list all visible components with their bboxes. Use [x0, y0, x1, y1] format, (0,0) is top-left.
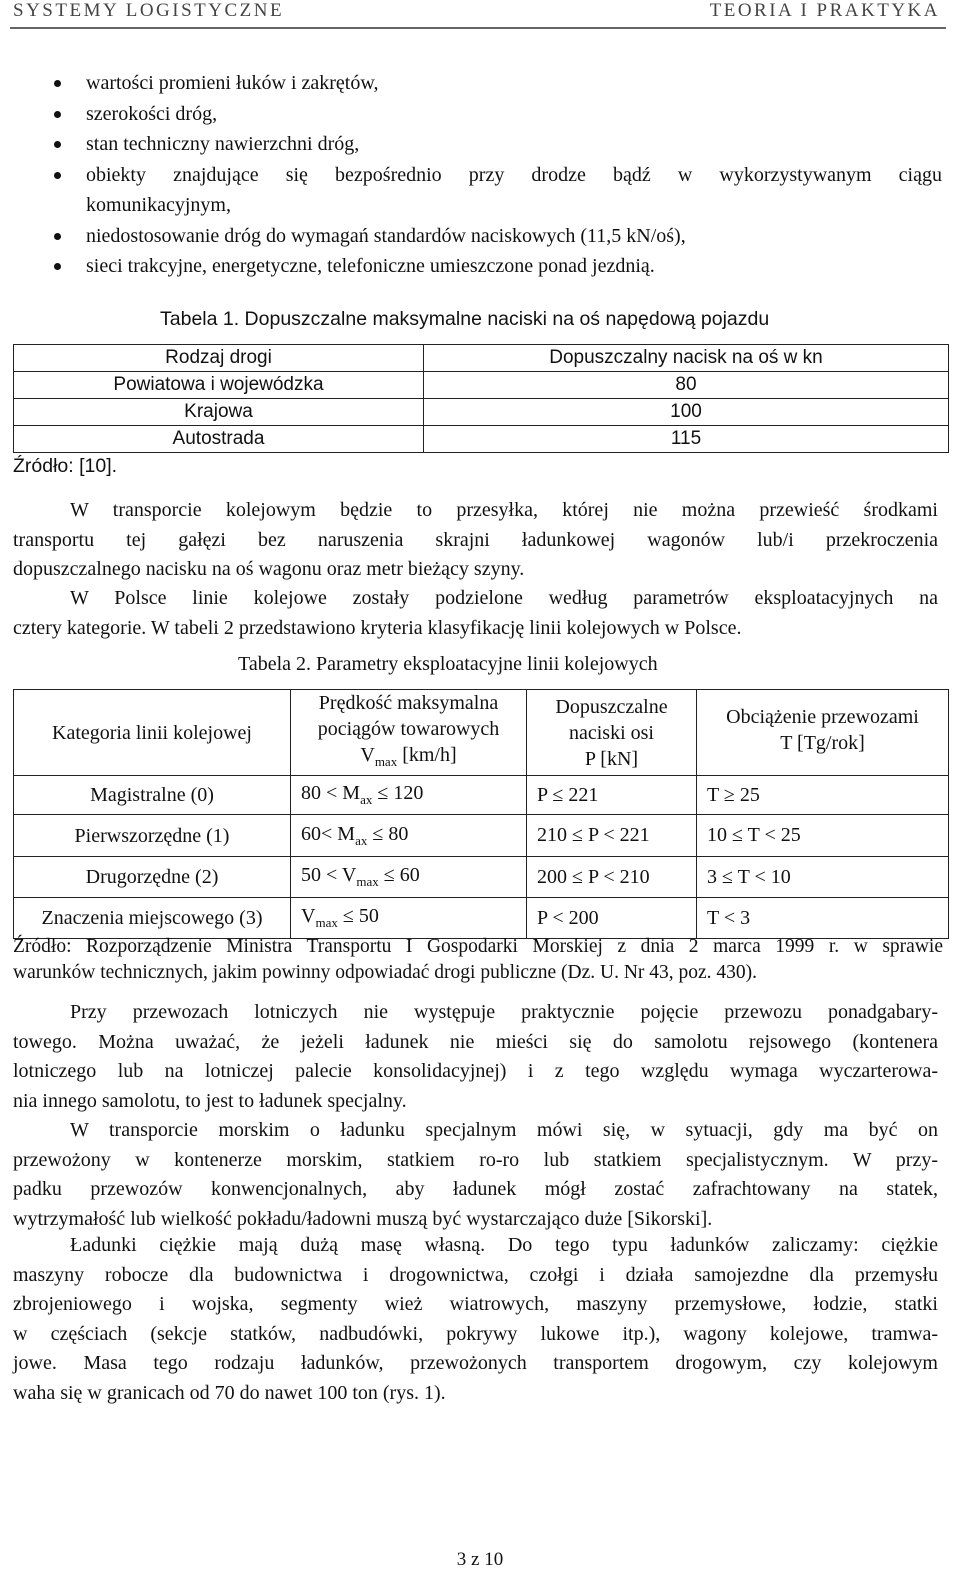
table-row — [14, 776, 949, 815]
page-number: 3 z 10 — [456, 1549, 504, 1570]
table2-caption: Tabela 2. Parametry eksploatacyjne linii kolejowych — [238, 653, 658, 675]
bullet-icon — [54, 263, 61, 270]
bullet-icon — [54, 233, 61, 240]
table2 — [13, 689, 949, 939]
bullet-icon — [54, 141, 61, 148]
table-cell: 210 ≤ P < 221 — [527, 815, 697, 857]
list-item: niedostosowanie dróg do wymagań standardów naciskowych (11,5 kN/oś), — [46, 221, 942, 252]
table-cell: 100 — [424, 399, 949, 426]
table-cell: Pierwszorzędne (1) — [14, 815, 291, 857]
table1-source: Źródło: [10]. — [13, 455, 118, 477]
table-cell: 200 ≤ P < 210 — [527, 857, 697, 898]
table-row — [14, 399, 949, 426]
table-cell: Powiatowa i wojewódzka — [14, 372, 424, 399]
bullet-list — [46, 68, 942, 282]
paragraph-heavy: Ładunki ciężkie mają dużą masę własną. Do tego typu ładunków zaliczamy: ciężkie maszyny robocze dla budownictwa i drogownictwa, czołgi i działa samojezdne dla przemysłu zbrojeniowego i wojska, segmenty wież wiatrowych, maszyny przemysłowe, łodzie, statki w częściach (sekcje statków, nadbudówki, pokrywy lukowe itp.), wagony kolejowe, tramwa- jowe. Masa tego rodzaju ładunków, przewożonych transportem drogowym, czy kolejowym waha się w granicach od 70 do nawet 100 ton (rys. 1). — [13, 1234, 938, 1404]
table1 — [13, 344, 949, 453]
list-item: obiekty znajdujące się bezpośrednio przy drodze bądź w wykorzystywanym ciągu komunikacyjnym, — [46, 160, 942, 221]
table-cell: Znaczenia miejscowego (3) — [14, 898, 291, 939]
table-cell: 3 ≤ T < 10 — [697, 857, 949, 898]
bullet-icon — [54, 80, 61, 87]
table-header-cell: Obciążenie przewozami T [Tg/rok] — [697, 690, 949, 776]
table-cell: T ≥ 25 — [697, 776, 949, 815]
list-item: szerokości dróg, — [46, 99, 942, 130]
table-cell: Magistralne (0) — [14, 776, 291, 815]
bullet-icon — [54, 172, 61, 179]
list-item: wartości promieni łuków i zakrętów, — [46, 68, 942, 99]
table-cell: $50 < V_{max} \le 60$ — [291, 857, 527, 898]
table-cell: 80 — [424, 372, 949, 399]
table-cell: $V_{max} \le 50$ — [291, 898, 527, 939]
table-cell: P < 200 — [527, 898, 697, 939]
header-rule — [10, 27, 946, 29]
journal-subtitle: TEORIA I PRAKTYKA — [709, 0, 940, 21]
table-header-cell: Dopuszczalny nacisk na oś w kn — [424, 345, 949, 372]
table-cell: $60< M_{ax} \le 80$ — [291, 815, 527, 857]
table-cell: P ≤ 221 — [527, 776, 697, 815]
table-cell: Drugorzędne (2) — [14, 857, 291, 898]
table-row — [14, 898, 949, 939]
running-header — [13, 0, 940, 30]
table-header-cell: Rodzaj drogi — [14, 345, 424, 372]
paragraph-poland: W Polsce linie kolejowe zostały podzielone według parametrów eksploatacyjnych na cztery kategorie. W tabeli 2 przedstawiono kryteria klasyfikację linii kolejowych w Polsce. — [13, 587, 938, 639]
list-item: stan techniczny nawierzchni dróg, — [46, 129, 942, 160]
table-row — [14, 815, 949, 857]
bullet-icon — [54, 111, 61, 118]
journal-title: SYSTEMY LOGISTYCZNE — [13, 0, 285, 21]
list-item: sieci trakcyjne, energetyczne, telefoniczne umieszczone ponad jezdnią. — [46, 251, 942, 282]
table-cell: 10 ≤ T < 25 — [697, 815, 949, 857]
table-cell: 115 — [424, 426, 949, 453]
paragraph-air: Przy przewozach lotniczych nie występuje praktycznie pojęcie przewozu ponadgabary- towego. Można uważać, że jeżeli ładunek nie mieści się do samolotu rejsowego (kontenera lotniczego lub na lotniczej palecie konsolidacyjnej) i z tego względu wymaga wyczarterowa- nia innego samolotu, to jest to ładunek specjalny. — [13, 1001, 938, 1112]
table-header-cell: Dopuszczalne naciski osi P [kN] — [527, 690, 697, 776]
table-row — [14, 857, 949, 898]
table-header-row — [14, 345, 949, 372]
paragraph-sea: W transporcie morskim o ładunku specjalnym mówi się, w sytuacji, gdy ma być on przewożony w kontenerze morskim, statkiem ro-ro lub statkiem specjalistycznym. W przy- padku przewozów konwencjonalnych, aby ładunek mógł zostać zafrachtowany na statek, wytrzymałość lub wielkość pokładu/ładowni muszą być wystarczająco duże [Sikorski]. — [13, 1119, 938, 1230]
table-cell: Autostrada — [14, 426, 424, 453]
table1-caption: Tabela 1. Dopuszczalne maksymalne naciski na oś napędową pojazdu — [160, 308, 770, 330]
table-header-cell: Prędkość maksymalna pociągów towarowych $V_{max}$ [km/h] — [291, 690, 527, 776]
table-cell: T < 3 — [697, 898, 949, 939]
table-header-row — [14, 690, 949, 776]
paragraph-rail: W transporcie kolejowym będzie to przesyłka, której nie można przewieść środkami transportu tej gałęzi bez naruszenia skrajni ładunkowej wagonów lub/i przekroczenia dopuszczalnego nacisku na oś wagonu oraz metr bieżący szyny. — [13, 499, 938, 580]
table-cell: Krajowa — [14, 399, 424, 426]
table2-source: Źródło: Rozporządzenie Ministra Transportu I Gospodarki Morskiej z dnia 2 marca 1999 r. w sprawie warunków technicznych, jakim powinny odpowiadać drogi publiczne (Dz. U. Nr 43, poz. 430). — [13, 936, 943, 983]
table-header-cell: Kategoria linii kolejowej — [14, 690, 291, 776]
table-row — [14, 426, 949, 453]
table-cell: $80 < M_{ax} \le 120$ — [291, 776, 527, 815]
table-row — [14, 372, 949, 399]
